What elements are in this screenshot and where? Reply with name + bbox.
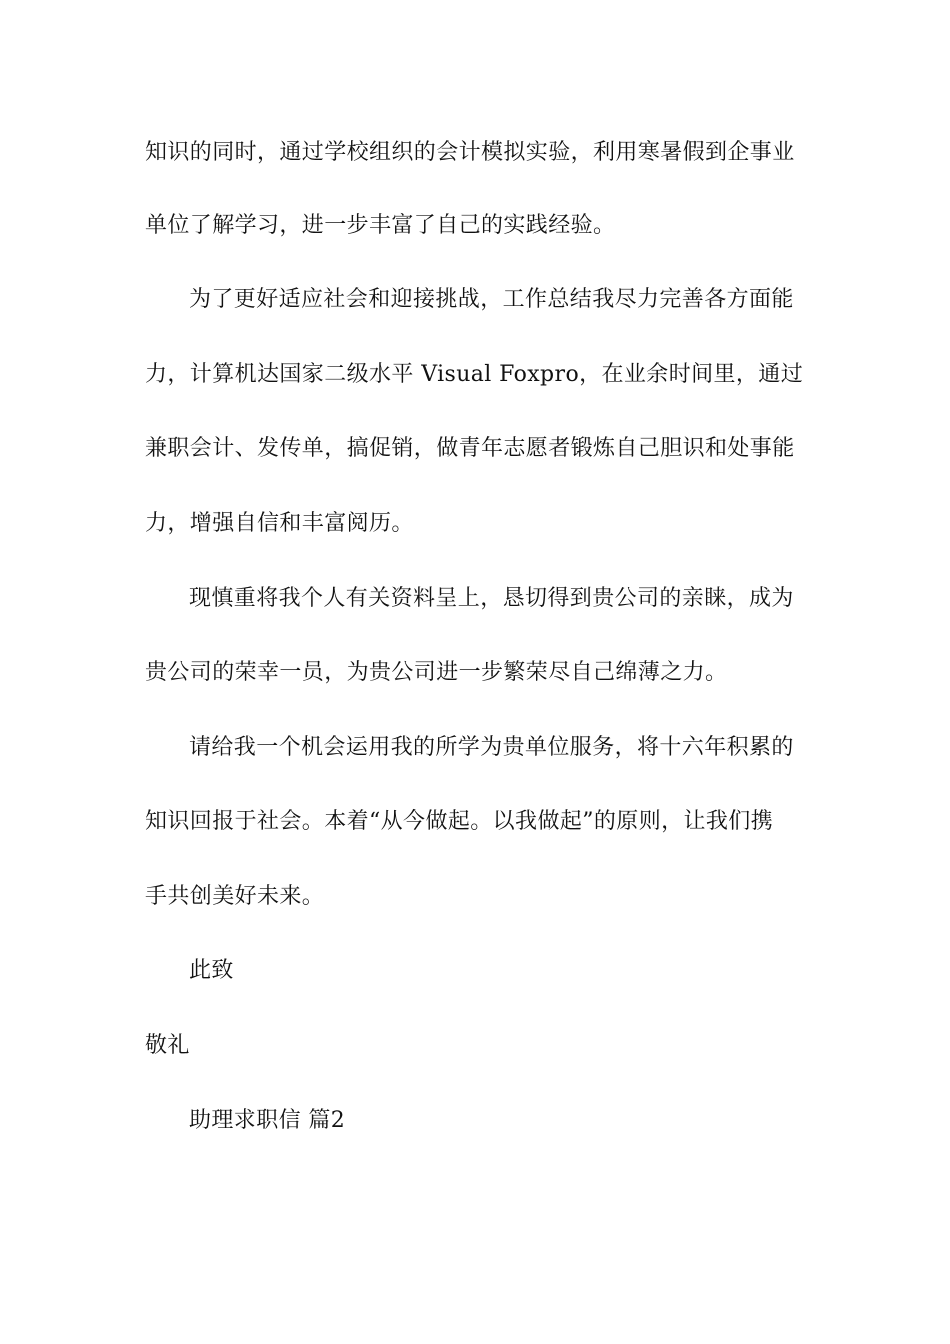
paragraph-line: 知识的同时，通过学校组织的会计模拟实验，利用寒暑假到企事业 bbox=[145, 140, 795, 165]
closing-regards: 敬礼 bbox=[145, 1033, 190, 1058]
paragraph-line: 知识回报于社会。本着“从今做起。以我做起”的原则，让我们携 bbox=[145, 809, 774, 834]
paragraph-line: 贵公司的荣幸一员，为贵公司进一步繁荣尽自己绵薄之力。 bbox=[145, 660, 728, 685]
paragraph-line: 请给我一个机会运用我的所学为贵单位服务，将十六年积累的 bbox=[189, 735, 794, 760]
paragraph-line: 力，计算机达国家二级水平 Visual Foxpro，在业余时间里，通过 bbox=[145, 362, 804, 387]
closing-salutation: 此致 bbox=[189, 958, 234, 983]
paragraph-line: 为了更好适应社会和迎接挑战，工作总结我尽力完善各方面能 bbox=[189, 287, 794, 312]
paragraph-line: 力，增强自信和丰富阅历。 bbox=[145, 511, 414, 536]
paragraph-line: 单位了解学习，进一步丰富了自己的实践经验。 bbox=[145, 213, 616, 238]
paragraph-line: 手共创美好未来。 bbox=[145, 884, 325, 909]
section-heading: 助理求职信 篇2 bbox=[189, 1108, 346, 1133]
paragraph-line: 现慎重将我个人有关资料呈上，恳切得到贵公司的亲睐，成为 bbox=[189, 586, 794, 611]
paragraph-line: 兼职会计、发传单，搞促销，做青年志愿者锻炼自己胆识和处事能 bbox=[145, 436, 795, 461]
